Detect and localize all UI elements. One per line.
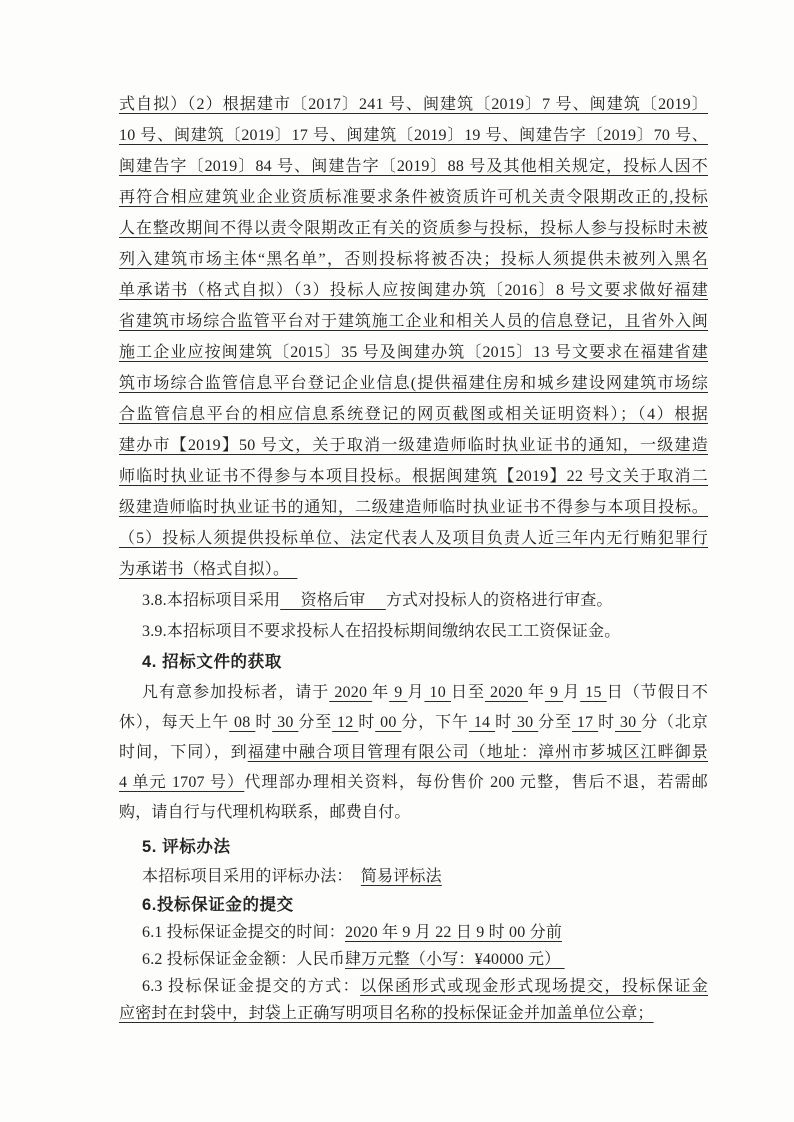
doc-line [119, 647, 708, 678]
text: 月 [407, 684, 425, 701]
underlined-text: 30 [512, 714, 539, 731]
text: 时 [255, 714, 273, 731]
underlined-text: 应密封在封袋中，封袋上正确写明项目名称的投标保证金并加盖单位公章； [119, 1005, 654, 1022]
doc-line [119, 151, 708, 182]
underlined-text: 10 号、闽建筑〔2019〕17 号、闽建筑〔2019〕19 号、闽建告字〔2019〕70 号、 [119, 127, 708, 144]
underlined-text: 资格后审 [280, 592, 386, 609]
underlined-text: 10 [424, 684, 451, 701]
underlined-text: 人在整改期间不得以责令限期改正有关的资质参与投标，投标人参与投标时未被 [119, 220, 708, 237]
doc-line [119, 89, 708, 120]
underlined-text: 以保函形式或现金形式现场提交，投标保证金 [360, 978, 708, 995]
doc-line [119, 306, 708, 337]
text: 休），每天上午 [119, 714, 230, 731]
text: 6.2 投标保证金金额：人民币 [142, 951, 346, 968]
underlined-text: 30 [615, 714, 642, 731]
text: 时 [598, 714, 615, 731]
underlined-text: 2020 [485, 684, 528, 701]
underlined-text: 单承诺书（格式自拟）（3）投标人应按闽建办筑〔2016〕8 号文要求做好福建 [119, 282, 708, 299]
text: 6.投标保证金的提交 [142, 896, 294, 914]
underlined-text: 式自拟）（2）根据建市〔2017〕241 号、闽建筑〔2019〕7 号、闽建筑〔2019〕 [119, 96, 708, 113]
text: 3.9.本招标项目不要求投标人在招投标期间缴纳农民工工资保证金。 [142, 623, 621, 640]
underlined-text: 师临时执业证书不得参与本项目投标。根据闽建筑【2019】22 号文关于取消二 [119, 468, 708, 485]
text: 年 [527, 684, 545, 701]
text: 5. 评标办法 [142, 838, 231, 856]
doc-line [119, 182, 708, 213]
text: 时 [495, 714, 512, 731]
doc-line [119, 678, 708, 708]
text: 购，请自行与代理机构联系，邮费自付。 [119, 804, 411, 821]
doc-line [119, 946, 708, 973]
doc-line [119, 399, 708, 430]
doc-line [119, 616, 708, 647]
underlined-text: 建办市【2019】50 号文，关于取消一级建造师临时执业证书的通知，一级建造 [119, 437, 708, 454]
underlined-text: 施工企业应按闽建筑〔2015〕35 号及闽建办筑〔2015〕13 号文要求在福建省建 [119, 344, 708, 361]
underlined-text: 简易评标法 [360, 868, 442, 885]
doc-line [119, 430, 708, 461]
underlined-text: 00 [375, 714, 402, 731]
text: 方式对投标人的资格进行审查。 [385, 592, 613, 609]
text: 分，下午 [401, 714, 469, 731]
underlined-text: 再符合相应建筑业企业资质标准要求条件被资质许可机关责令限期改正的,投标 [119, 189, 708, 206]
doc-line [119, 275, 708, 306]
underlined-text: 4 单元 1707 号） [119, 774, 245, 791]
underlined-text: 2020 年 9 月 22 日 9 时 00 分前 [345, 924, 563, 941]
doc-line [119, 919, 708, 946]
doc-line [119, 337, 708, 368]
doc-line [119, 1000, 708, 1027]
underlined-text: 08 [229, 714, 256, 731]
doc-line [119, 244, 708, 275]
text: 月 [563, 684, 581, 701]
text: 本招标项目采用的评标办法： [142, 868, 361, 885]
doc-line [119, 973, 708, 1000]
text: 时 [358, 714, 376, 731]
doc-line [119, 892, 708, 919]
doc-line [119, 492, 708, 523]
underlined-text: 为承诺书（格式自拟）。 [119, 561, 298, 578]
underlined-text: 列入建筑市场主体“黑名单”，否则投标将被否决；投标人须提供未被列入黑名 [119, 251, 708, 268]
text: 3.8.本招标项目采用 [142, 592, 281, 609]
underlined-text: 15 [580, 684, 607, 701]
document-text-block [119, 89, 708, 1027]
underlined-text: 2020 [329, 684, 373, 701]
doc-line [119, 862, 708, 892]
text: 4. 招标文件的获取 [142, 653, 282, 671]
text: 分至 [538, 714, 572, 731]
doc-line [119, 768, 708, 798]
text: 分（北京 [641, 714, 709, 731]
underlined-text: 省建筑市场综合监管平台对于建筑施工企业和相关人员的信息登记，且省外入闽 [119, 313, 708, 330]
doc-line [119, 708, 708, 738]
underlined-text: 肆万元整（小写：¥40000 元） [345, 951, 565, 968]
underlined-text: 17 [571, 714, 599, 731]
underlined-text: 12 [332, 714, 359, 731]
text: 6.1 投标保证金提交的时间： [142, 924, 346, 941]
doc-line [119, 120, 708, 151]
doc-line [119, 832, 708, 862]
underlined-text: 筑市场综合监管信息平台登记企业信息(提供福建住房和城乡建设网建筑市场综 [119, 375, 708, 392]
doc-line [119, 213, 708, 244]
text: 代理部办理相关资料，每份售价 200 元整，售后不退，若需邮 [244, 774, 708, 791]
text: 日（节假日不 [606, 684, 709, 701]
doc-line [119, 368, 708, 399]
text: 日至 [450, 684, 486, 701]
underlined-text: 级建造师临时执业证书的通知，二级建造师临时执业证书不得参与本项目投标。 [119, 499, 708, 516]
underlined-text: 合监管信息平台的相应信息系统登记的网页截图或相关证明资料）；（4）根据 [119, 406, 708, 423]
doc-line [119, 798, 708, 828]
doc-line [119, 523, 708, 554]
underlined-text: 9 [389, 684, 408, 701]
text: 凡有意参加投标者，请于 [142, 684, 330, 701]
text: 6.3 投标保证金提交的方式： [142, 978, 361, 995]
underlined-text: （5）投标人须提供投标单位、法定代表人及项目负责人近三年内无行贿犯罪行 [119, 530, 708, 547]
underlined-text: 14 [468, 714, 496, 731]
doc-line [119, 585, 708, 616]
underlined-text: 福建中融合项目管理有限公司（地址：漳州市芗城区江畔御景 [247, 744, 708, 761]
underlined-text: 9 [544, 684, 564, 701]
doc-line [119, 738, 708, 768]
doc-line [119, 461, 708, 492]
text: 时间，下同），到 [119, 744, 248, 761]
underlined-text: 30 [272, 714, 299, 731]
text: 分至 [298, 714, 333, 731]
doc-line [119, 554, 708, 585]
text: 年 [372, 684, 390, 701]
underlined-text: 闽建告字〔2019〕84 号、闽建告字〔2019〕88 号及其他相关规定，投标人因不 [119, 158, 708, 175]
